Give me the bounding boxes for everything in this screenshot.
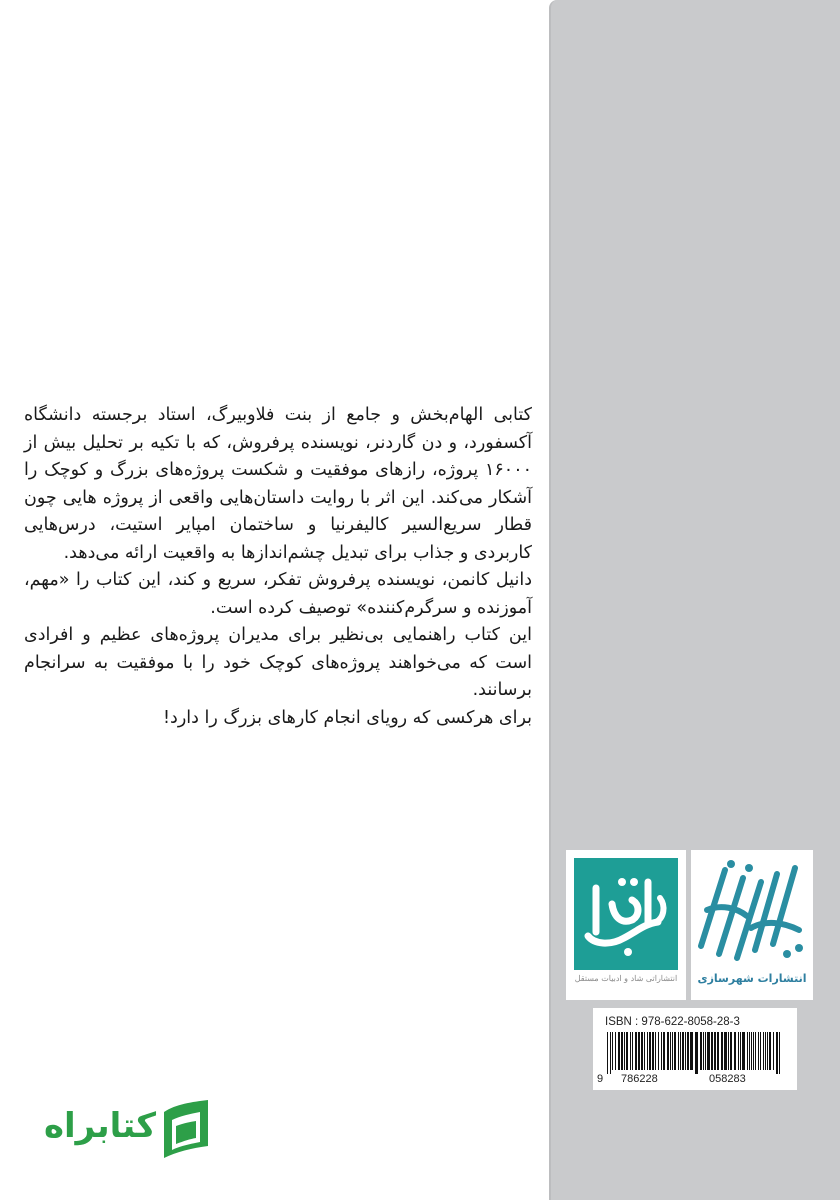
barcode-bar bbox=[649, 1032, 651, 1070]
vandaad-calligraphy-icon bbox=[574, 858, 678, 970]
barcode-bar bbox=[700, 1032, 702, 1070]
isbn-text: ISBN : 978-622-8058-28-3 bbox=[605, 1016, 740, 1028]
barcode-bar bbox=[624, 1032, 625, 1070]
barcode-bar bbox=[730, 1032, 732, 1070]
vandaad-publisher-logo bbox=[566, 850, 686, 1000]
barcode-bar bbox=[742, 1032, 745, 1070]
shahrsazi-calligraphy-icon bbox=[691, 850, 813, 968]
barcode-bar bbox=[672, 1032, 673, 1070]
barcode-bar bbox=[635, 1032, 637, 1070]
barcode-bar bbox=[612, 1032, 613, 1070]
barcode-bar bbox=[655, 1032, 656, 1070]
barcode-bar bbox=[724, 1032, 727, 1070]
blurb-paragraph-2: دانیل کانمن، نویسنده پرفروش تفکر، سریع و کند، این کتاب را «مهم، آموزنده و سرگرم‌کننده» توصیف کرده است. bbox=[24, 570, 532, 618]
barcode-bar bbox=[647, 1032, 648, 1070]
ketabrah-wordmark: کتابراه bbox=[43, 1106, 156, 1146]
barcode-bar bbox=[703, 1032, 704, 1070]
barcode-bar bbox=[773, 1032, 774, 1070]
barcode-bar bbox=[721, 1032, 723, 1070]
barcode-bar bbox=[638, 1032, 640, 1070]
barcode-bar bbox=[661, 1032, 662, 1070]
barcode-bar bbox=[769, 1032, 771, 1070]
blurb-paragraph-4: برای هرکسی که رویای انجام کارهای بزرگ را دارد! bbox=[163, 707, 532, 728]
barcode-bar bbox=[678, 1032, 679, 1070]
barcode-bar bbox=[695, 1032, 698, 1074]
blurb-paragraph-3: این کتاب راهنمایی بی‌نظیر برای مدیران پروژه‌های عظیم و افرادی است که می‌خواهند پروژه‌های کوچک خود را با موفقیت به سرانجام برسانند. bbox=[24, 625, 532, 700]
back-cover-blurb bbox=[24, 402, 532, 732]
barcode-bar bbox=[765, 1032, 766, 1070]
barcode-digits-left: 786228 bbox=[621, 1073, 658, 1085]
barcode-bar bbox=[760, 1032, 761, 1070]
barcode-bar bbox=[763, 1032, 764, 1070]
ketabrah-logo bbox=[38, 1098, 218, 1162]
blurb-paragraph-1: کتابی الهام‌بخش و جامع از بنت فلاوبیرگ، استاد برجسته دانشگاه آکسفورد، و دن گاردنر، نویسنده پرفروش، که با تکیه بر تحلیل بیش از ۱۶۰۰۰ پروژه، رازهای موفقیت و شکست پروژه‌های بزرگ و کوچک را آشکار می‌کند. این اثر با روایت داستان‌هایی واقعی از پروژه هایی چون قطار سریع‌السیر کالیفرنیا و ساختمان امپایر استیت، درس‌هایی کاربردی و جذاب برای تبدیل چشم‌اندازها به واقعیت ارائه می‌دهد. bbox=[24, 405, 532, 563]
barcode-bar bbox=[749, 1032, 750, 1070]
vandaad-tagline: انتشاراتی شاد و ادبیات مستقل bbox=[574, 974, 678, 983]
barcode-bar bbox=[707, 1032, 710, 1070]
barcode-bar bbox=[740, 1032, 741, 1070]
barcode-bar bbox=[663, 1032, 665, 1070]
shahrsazi-publisher-logo bbox=[691, 850, 813, 1000]
barcode-bar bbox=[641, 1032, 643, 1070]
barcode-bar bbox=[711, 1032, 713, 1070]
barcode-digits-right: 058283 bbox=[709, 1073, 746, 1085]
barcode-bar bbox=[626, 1032, 628, 1070]
barcode-bar bbox=[747, 1032, 748, 1070]
barcode-bar bbox=[779, 1032, 780, 1074]
barcode-bar bbox=[680, 1032, 681, 1070]
barcode-bar bbox=[610, 1032, 611, 1074]
barcode-bar bbox=[621, 1032, 623, 1070]
barcode-bar bbox=[682, 1032, 684, 1070]
barcode-bar bbox=[734, 1032, 736, 1070]
barcode-bar bbox=[755, 1032, 756, 1070]
vandaad-logo-mark bbox=[574, 858, 678, 970]
barcode-bar bbox=[674, 1032, 676, 1070]
barcode-bar bbox=[658, 1032, 659, 1070]
barcode-bar bbox=[607, 1032, 608, 1074]
barcode-digit-first: 9 bbox=[597, 1073, 604, 1085]
barcode-bar bbox=[632, 1032, 633, 1070]
barcode-bar bbox=[758, 1032, 759, 1070]
barcode-bar bbox=[776, 1032, 778, 1074]
barcode-bar bbox=[687, 1032, 689, 1070]
barcode-bar bbox=[717, 1032, 719, 1070]
barcode-bar bbox=[667, 1032, 669, 1070]
barcode-bar bbox=[670, 1032, 671, 1070]
barcode-bar bbox=[685, 1032, 686, 1070]
barcode-bar bbox=[738, 1032, 739, 1070]
barcode-bar bbox=[728, 1032, 729, 1070]
barcode-bar bbox=[753, 1032, 754, 1070]
shahrsazi-caption: انتشارات شهرسازی bbox=[697, 972, 807, 985]
barcode-bar bbox=[767, 1032, 768, 1070]
barcode-bar bbox=[630, 1032, 631, 1070]
barcode-bar bbox=[714, 1032, 716, 1070]
isbn-barcode-label bbox=[593, 1008, 797, 1090]
barcode-bar bbox=[705, 1032, 706, 1070]
barcode-bar bbox=[690, 1032, 693, 1070]
barcode-bar bbox=[615, 1032, 616, 1070]
barcode-bars bbox=[605, 1032, 785, 1074]
barcode-bar bbox=[751, 1032, 752, 1070]
barcode-bar bbox=[652, 1032, 654, 1070]
barcode-bar bbox=[618, 1032, 620, 1070]
barcode-bar bbox=[644, 1032, 645, 1070]
ketabrah-book-icon bbox=[158, 1098, 214, 1160]
